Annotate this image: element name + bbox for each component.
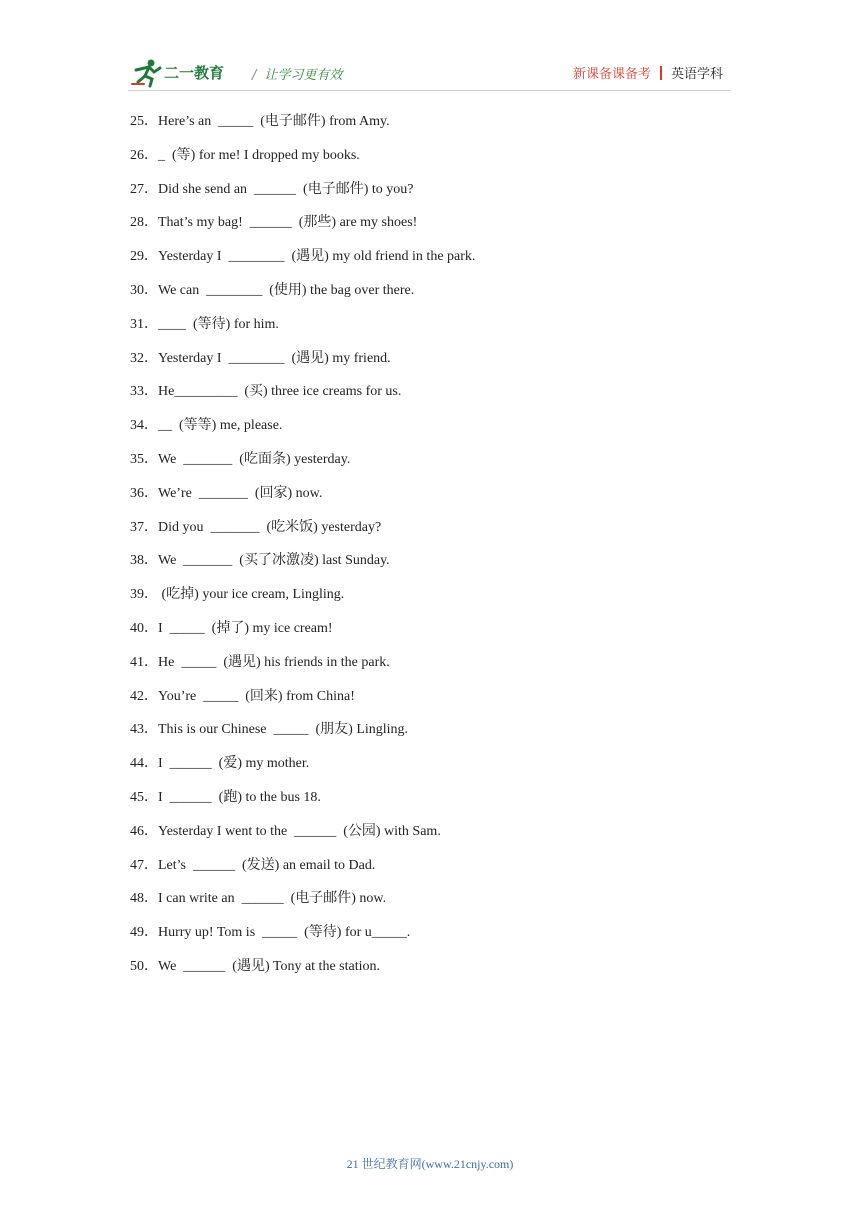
question-text: (吃掉) your ice cream, Lingling. xyxy=(158,587,345,603)
question-number: 46． xyxy=(130,823,158,839)
question-text: We can ________ (使用) the bag over there. xyxy=(158,282,415,298)
question-text: Here’s an _____ (电子邮件) from Amy. xyxy=(158,114,390,129)
question-item xyxy=(130,822,475,856)
runner-logo-icon xyxy=(130,58,164,88)
question-text: Let’s ______ (发送) an email to Dad. xyxy=(158,857,376,873)
question-number: 27． xyxy=(130,181,158,197)
question-number: 45． xyxy=(130,789,158,805)
page-footer: 21 世纪教育网(www.21cnjy.com) xyxy=(346,1157,514,1171)
question-number: 40． xyxy=(130,620,158,636)
slogan-text: 让学习更有效 xyxy=(264,68,343,83)
question-item xyxy=(130,619,475,653)
question-item xyxy=(130,923,475,957)
question-text: This is our Chinese _____ (朋友) Lingling. xyxy=(158,722,409,738)
question-number: 43． xyxy=(130,722,158,738)
question-item xyxy=(130,416,475,450)
question-item xyxy=(130,315,475,349)
question-text: Did you _______ (吃米饭) yesterday? xyxy=(158,519,382,535)
question-item xyxy=(130,484,475,518)
question-number: 48． xyxy=(130,891,158,907)
question-text: We’re _______ (回家) now. xyxy=(158,485,323,501)
question-text: I ______ (跑) to the bus 18. xyxy=(158,789,321,805)
course-tag: 新课备课备考 xyxy=(572,67,651,82)
question-item xyxy=(130,518,475,552)
question-text: _ (等) for me! I dropped my books. xyxy=(158,147,360,163)
question-item xyxy=(130,213,475,247)
question-number: 39． xyxy=(130,587,158,603)
question-item xyxy=(130,146,475,180)
question-number: 31． xyxy=(130,316,158,332)
question-text: Yesterday I ________ (遇见) my friend. xyxy=(158,350,391,366)
page-header xyxy=(130,56,730,92)
header-divider xyxy=(660,66,662,80)
question-number: 35． xyxy=(130,451,158,467)
question-text: ____ (等待) for him. xyxy=(158,316,279,332)
question-item xyxy=(130,450,475,484)
question-text: Yesterday I ________ (遇见) my old friend in the park. xyxy=(158,249,476,265)
question-text: I _____ (掉了) my ice cream! xyxy=(158,620,333,636)
question-item xyxy=(130,754,475,788)
question-text: We _______ (买了冰激凌) last Sunday. xyxy=(158,553,390,569)
question-item xyxy=(130,112,475,146)
question-item xyxy=(130,585,475,619)
question-item xyxy=(130,720,475,754)
question-item xyxy=(130,788,475,822)
question-number: 32． xyxy=(130,350,158,366)
question-number: 33． xyxy=(130,384,158,400)
question-number: 44． xyxy=(130,756,158,772)
question-number: 47． xyxy=(130,857,158,873)
question-item xyxy=(130,349,475,383)
question-text: We _______ (吃面条) yesterday. xyxy=(158,451,351,467)
question-text: We ______ (遇见) Tony at the station. xyxy=(158,958,380,974)
question-number: 34． xyxy=(130,418,158,434)
question-list xyxy=(130,112,475,991)
logo xyxy=(130,56,242,90)
question-text: Yesterday I went to the ______ (公园) with Sam. xyxy=(158,823,441,839)
header-rule xyxy=(128,90,730,91)
question-item xyxy=(130,856,475,890)
question-item xyxy=(130,382,475,416)
question-number: 37． xyxy=(130,519,158,535)
question-number: 30． xyxy=(130,282,158,298)
subject-tag: 英语学科 xyxy=(670,67,723,82)
question-number: 41． xyxy=(130,654,158,670)
question-number: 26． xyxy=(130,147,158,163)
question-item xyxy=(130,180,475,214)
question-item xyxy=(130,551,475,585)
question-text: Did she send an ______ (电子邮件) to you? xyxy=(158,181,414,197)
question-item xyxy=(130,653,475,687)
question-number: 50． xyxy=(130,958,158,974)
question-number: 36． xyxy=(130,485,158,501)
question-item xyxy=(130,889,475,923)
question-number: 28． xyxy=(130,215,158,231)
question-text: He _____ (遇见) his friends in the park. xyxy=(158,654,390,670)
question-text: I can write an ______ (电子邮件) now. xyxy=(158,891,387,907)
question-number: 49． xyxy=(130,925,158,941)
question-text: Hurry up! Tom is _____ (等待) for u_____. xyxy=(158,925,411,941)
header-tags xyxy=(573,63,723,82)
question-text: __ (等等) me, please. xyxy=(158,418,283,434)
question-text: I ______ (爱) my mother. xyxy=(158,756,310,772)
logo-text: 二一教育 xyxy=(164,64,225,82)
question-item xyxy=(130,247,475,281)
slogan xyxy=(252,64,342,83)
question-number: 38． xyxy=(130,553,158,569)
question-item xyxy=(130,281,475,315)
question-number: 25． xyxy=(130,114,158,129)
question-text: He_________ (买) three ice creams for us. xyxy=(158,384,402,400)
question-text: You’re _____ (回来) from China! xyxy=(158,688,355,704)
slogan-divider: / xyxy=(252,68,257,83)
question-item xyxy=(130,687,475,721)
question-item xyxy=(130,957,475,991)
question-number: 29． xyxy=(130,249,158,265)
question-number: 42． xyxy=(130,688,158,704)
question-text: That’s my bag! ______ (那些) are my shoes! xyxy=(158,215,418,231)
